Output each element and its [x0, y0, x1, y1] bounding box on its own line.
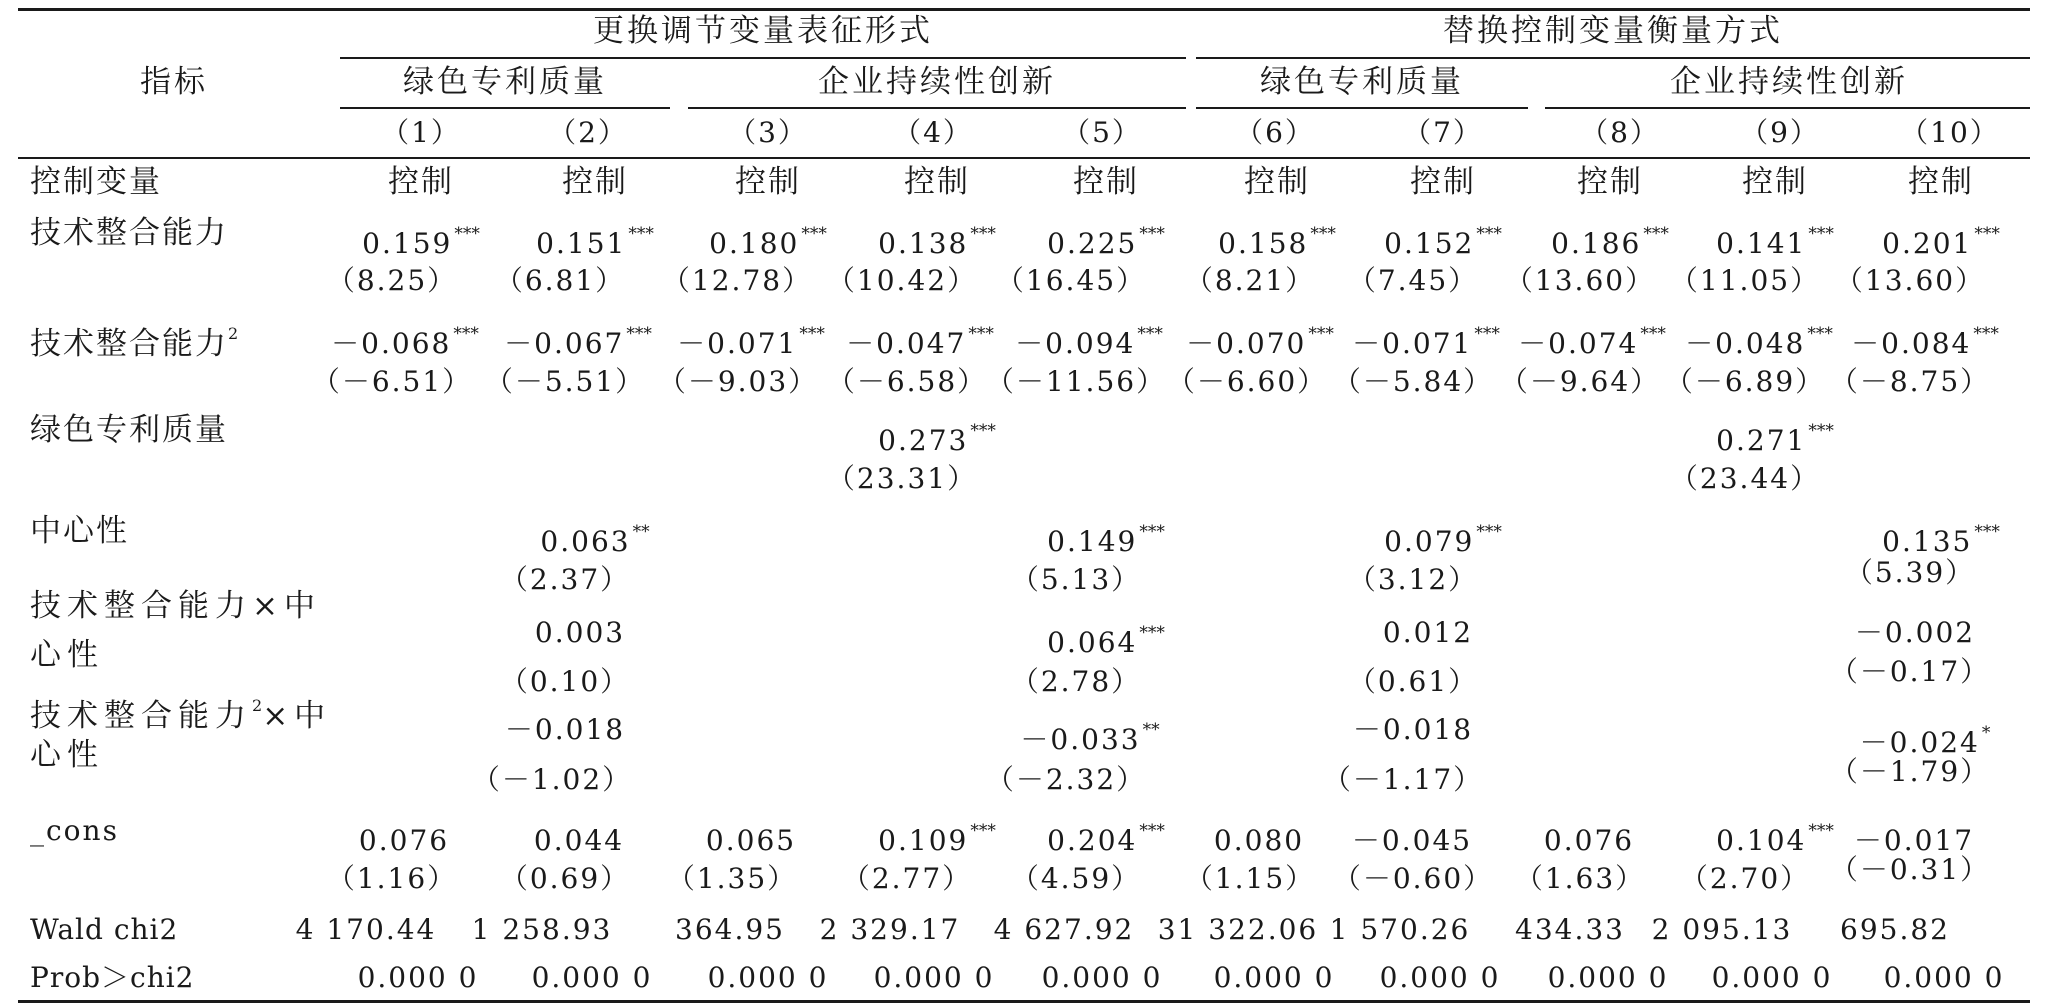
tstat-cell: （－1.17） — [1322, 763, 1484, 796]
tstat-cell: （－5.84） — [1332, 365, 1494, 398]
coef-cell: 0.012 — [1382, 616, 1474, 649]
sub-b1-underline — [1196, 107, 1528, 109]
control-cell: 控制 — [1410, 164, 1476, 200]
tstat-cell: （4.59） — [1010, 862, 1142, 895]
tstat-cell: （－9.03） — [657, 365, 819, 398]
tstat-cell: （－0.17） — [1829, 655, 1991, 688]
coef-cell: －0.074 *** — [1518, 324, 1666, 360]
coef-cell: 0.141 *** — [1716, 224, 1834, 260]
sub-b2-header: 企业持续性创新 — [1670, 64, 1908, 100]
wald-cell: 695.82 — [1840, 913, 1950, 946]
tstat-cell: （－6.60） — [1166, 365, 1328, 398]
tstat-cell: （－1.79） — [1829, 755, 1991, 788]
indicator-header: 指标 — [140, 64, 208, 100]
tstat-cell: （16.45） — [995, 264, 1147, 297]
coef-cell: 0.180 *** — [709, 224, 827, 260]
row-label-interaction: 技术整合能力×中 — [30, 588, 321, 624]
tstat-cell: （2.70） — [1679, 862, 1811, 895]
sub-b2-underline — [1545, 107, 2030, 109]
sub-a1-header: 绿色专利质量 — [403, 64, 607, 100]
wald-cell: 1 258.93 — [471, 913, 613, 946]
coef-cell: 0.076 — [358, 824, 450, 857]
control-cell: 控制 — [388, 164, 454, 200]
coef-cell: 0.151 *** — [536, 224, 654, 260]
tstat-cell: （－5.51） — [484, 365, 646, 398]
column-number: （8） — [1580, 116, 1660, 149]
row-label-interaction-squared-cont: 心性 — [30, 737, 104, 773]
row-label-interaction-cont: 心性 — [30, 637, 104, 673]
coef-cell: 0.104 *** — [1716, 821, 1834, 857]
prob-cell: 0.000 0 — [873, 961, 995, 994]
tstat-cell: （6.81） — [494, 264, 626, 297]
tstat-cell: （－2.32） — [985, 763, 1147, 796]
tstat-cell: （5.13） — [1010, 563, 1142, 596]
bottom-rule — [18, 1000, 2030, 1003]
tstat-cell: （23.44） — [1669, 462, 1821, 495]
tstat-cell: （1.15） — [1184, 862, 1316, 895]
column-number: （6） — [1235, 116, 1315, 149]
column-number: （2） — [548, 116, 628, 149]
coef-cell: 0.138 *** — [878, 224, 996, 260]
sub-b1-header: 绿色专利质量 — [1260, 64, 1464, 100]
tstat-cell: （12.78） — [661, 264, 813, 297]
wald-cell: 31 322.06 — [1157, 913, 1319, 946]
coef-cell: 0.109 *** — [878, 821, 996, 857]
wald-cell: 1 570.26 — [1329, 913, 1471, 946]
header-bottom-rule — [18, 157, 2030, 159]
tstat-cell: （－6.51） — [311, 365, 473, 398]
prob-cell: 0.000 0 — [1041, 961, 1163, 994]
row-label-green-patent: 绿色专利质量 — [30, 412, 228, 448]
coef-cell: －0.018 — [1352, 713, 1474, 746]
coef-cell: 0.044 — [533, 824, 625, 857]
coef-cell: 0.159 *** — [362, 224, 480, 260]
prob-cell: 0.000 0 — [1711, 961, 1833, 994]
control-cell: 控制 — [735, 164, 801, 200]
row-label-tech-squared: 技术整合能力$^2$ — [30, 324, 239, 362]
tstat-cell: （2.37） — [499, 563, 631, 596]
group-a-underline — [340, 57, 1186, 59]
coef-cell: －0.071 *** — [677, 324, 825, 360]
prob-cell: 0.000 0 — [1547, 961, 1669, 994]
control-cell: 控制 — [1908, 164, 1974, 200]
tstat-cell: （7.45） — [1347, 264, 1479, 297]
coef-cell: 0.273 *** — [878, 421, 996, 457]
tstat-cell: （3.12） — [1347, 563, 1479, 596]
tstat-cell: （1.35） — [666, 862, 798, 895]
sub-a2-underline — [688, 107, 1186, 109]
row-label-prob: Prob＞chi2 — [30, 961, 195, 994]
tstat-cell: （－9.64） — [1499, 365, 1661, 398]
tstat-cell: （0.69） — [499, 862, 631, 895]
tstat-cell: （8.21） — [1184, 264, 1316, 297]
tstat-cell: （－1.02） — [471, 763, 633, 796]
sub-a2-header: 企业持续性创新 — [818, 64, 1056, 100]
coef-cell: 0.065 — [705, 824, 797, 857]
sub-a1-underline — [340, 107, 670, 109]
wald-cell: 4 170.44 — [295, 913, 437, 946]
coef-cell: 0.201 *** — [1882, 224, 2000, 260]
tstat-cell: （2.77） — [841, 862, 973, 895]
control-cell: 控制 — [1577, 164, 1643, 200]
tstat-cell: （1.63） — [1514, 862, 1646, 895]
coef-cell: 0.149 *** — [1047, 522, 1165, 558]
coef-cell: 0.225 *** — [1047, 224, 1165, 260]
coef-cell: －0.071 *** — [1352, 324, 1500, 360]
control-cell: 控制 — [904, 164, 970, 200]
coef-cell: －0.017 — [1853, 824, 1975, 857]
wald-cell: 434.33 — [1515, 913, 1625, 946]
coef-cell: －0.070 *** — [1186, 324, 1334, 360]
tstat-cell: （2.78） — [1010, 665, 1142, 698]
coef-cell: －0.048 *** — [1685, 324, 1833, 360]
tstat-cell: （23.31） — [826, 462, 978, 495]
wald-cell: 2 329.17 — [819, 913, 961, 946]
coef-cell: －0.018 — [504, 713, 626, 746]
coef-cell: 0.003 — [534, 616, 626, 649]
prob-cell: 0.000 0 — [1379, 961, 1501, 994]
control-cell: 控制 — [1244, 164, 1310, 200]
prob-cell: 0.000 0 — [707, 961, 829, 994]
group-a-header: 更换调节变量表征形式 — [593, 13, 933, 49]
column-number: （4） — [893, 116, 973, 149]
control-cell: 控制 — [1742, 164, 1808, 200]
tstat-cell: （13.60） — [1504, 264, 1656, 297]
tstat-cell: （－6.89） — [1664, 365, 1826, 398]
prob-cell: 0.000 0 — [357, 961, 479, 994]
column-number: （5） — [1062, 116, 1142, 149]
coef-cell: 0.158 *** — [1218, 224, 1336, 260]
group-b-underline — [1196, 57, 2030, 59]
coef-cell: －0.084 *** — [1851, 324, 1999, 360]
tstat-cell: （13.60） — [1834, 264, 1986, 297]
coef-cell: 0.080 — [1213, 824, 1305, 857]
coef-cell: －0.033 ** — [1020, 720, 1160, 756]
coef-cell: 0.079 *** — [1384, 522, 1502, 558]
coef-cell: －0.094 *** — [1015, 324, 1163, 360]
coef-cell: 0.063 ** — [540, 522, 650, 558]
coef-cell: 0.204 *** — [1047, 821, 1165, 857]
row-label-cons: _cons — [30, 814, 119, 847]
tstat-cell: （－11.56） — [985, 365, 1167, 398]
coef-cell: 0.064 *** — [1047, 623, 1165, 659]
coef-cell: 0.271 *** — [1716, 421, 1834, 457]
coef-cell: －0.045 — [1351, 824, 1473, 857]
prob-cell: 0.000 0 — [1213, 961, 1335, 994]
wald-cell: 364.95 — [675, 913, 785, 946]
coef-cell: 0.135 *** — [1882, 522, 2000, 558]
row-label-centrality: 中心性 — [30, 513, 129, 549]
tstat-cell: （－8.75） — [1829, 365, 1991, 398]
coef-cell: 0.186 *** — [1551, 224, 1669, 260]
group-b-header: 替换控制变量衡量方式 — [1443, 13, 1783, 49]
top-rule — [18, 8, 2030, 11]
prob-cell: 0.000 0 — [531, 961, 653, 994]
column-number: （10） — [1900, 116, 2000, 149]
coef-cell: －0.002 — [1854, 616, 1976, 649]
coef-cell: 0.152 *** — [1384, 224, 1502, 260]
coef-cell: －0.068 *** — [331, 324, 479, 360]
tstat-cell: （－6.58） — [826, 365, 988, 398]
prob-cell: 0.000 0 — [1883, 961, 2005, 994]
wald-cell: 2 095.13 — [1651, 913, 1793, 946]
control-cell: 控制 — [562, 164, 628, 200]
tstat-cell: （8.25） — [326, 264, 458, 297]
column-number: （3） — [728, 116, 808, 149]
tstat-cell: （5.39） — [1844, 556, 1976, 589]
control-cell: 控制 — [1073, 164, 1139, 200]
coef-cell: －0.067 *** — [504, 324, 652, 360]
column-number: （9） — [1740, 116, 1820, 149]
column-number: （1） — [381, 116, 461, 149]
coef-cell: 0.076 — [1543, 824, 1635, 857]
row-label-control: 控制变量 — [30, 164, 162, 200]
tstat-cell: （10.42） — [826, 264, 978, 297]
row-label-tech: 技术整合能力 — [30, 215, 228, 251]
tstat-cell: （11.05） — [1669, 264, 1821, 297]
tstat-cell: （1.16） — [326, 862, 458, 895]
tstat-cell: （0.10） — [499, 665, 631, 698]
tstat-cell: （－0.60） — [1332, 862, 1494, 895]
coef-cell: －0.024 * — [1859, 723, 1991, 759]
column-number: （7） — [1403, 116, 1483, 149]
tstat-cell: （0.61） — [1347, 665, 1479, 698]
row-label-wald: Wald chi2 — [30, 913, 179, 946]
wald-cell: 4 627.92 — [993, 913, 1135, 946]
tstat-cell: （－0.31） — [1829, 853, 1991, 886]
row-label-interaction-squared: 技术整合能力$^2$×中 — [30, 696, 332, 734]
coef-cell: －0.047 *** — [846, 324, 994, 360]
